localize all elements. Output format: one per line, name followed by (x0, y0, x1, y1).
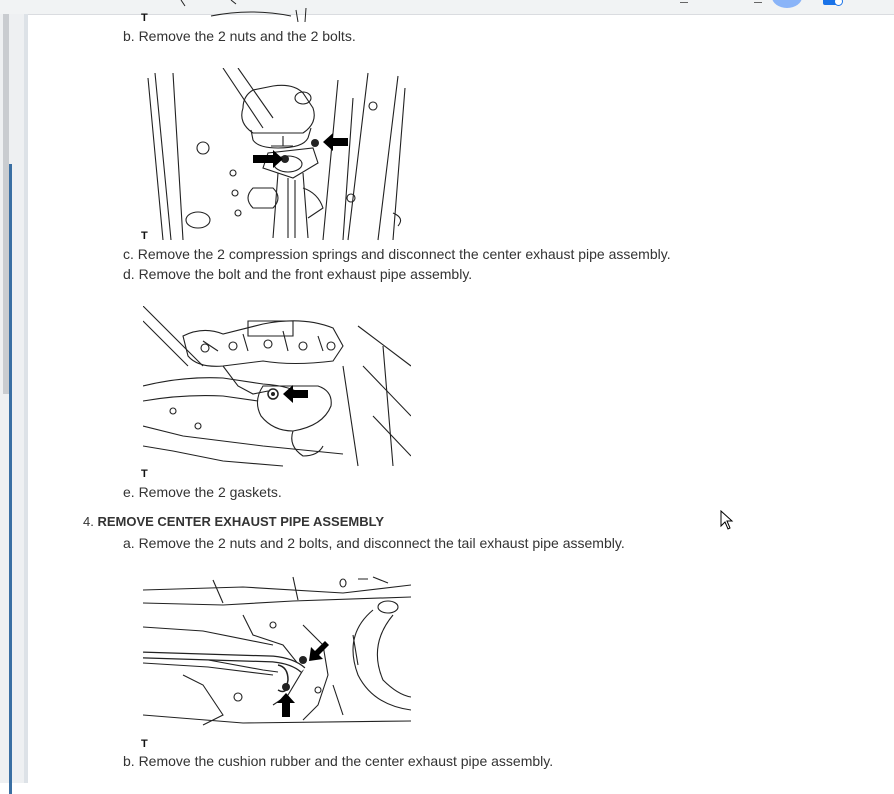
arrow-indicator-icon (309, 641, 329, 661)
left-panel-strip (9, 164, 12, 794)
figure-mark: T (141, 230, 148, 242)
figure-previous-partial (141, 0, 391, 22)
figure-mark: T (141, 468, 148, 480)
step-4-number: 4. (83, 514, 94, 529)
arrow-indicator-icon (277, 693, 295, 717)
step-4-heading (83, 513, 384, 531)
step-3c-text: c. Remove the 2 compression springs and disconnect the center exhaust pipe assembly. (123, 246, 671, 262)
procedure-content (28, 0, 894, 783)
step-4b-text: b. Remove the cushion rubber and the center exhaust pipe assembly. (123, 753, 554, 769)
arrow-indicator-icon (323, 133, 348, 151)
figure-center-exhaust-pipe (143, 575, 411, 735)
left-gutter (0, 14, 24, 783)
step-3d-text: d. Remove the bolt and the front exhaust pipe assembly. (123, 266, 473, 282)
mouse-pointer-icon (720, 510, 734, 535)
figure-mark: T (141, 738, 148, 750)
step-3e-text: e. Remove the 2 gaskets. (123, 484, 282, 500)
figure-mark: T (141, 12, 148, 24)
figure-nuts-bolts (143, 68, 411, 242)
step-4a-text: a. Remove the 2 nuts and 2 bolts, and disconnect the tail exhaust pipe assembly. (123, 535, 625, 551)
step-4-title: REMOVE CENTER EXHAUST PIPE ASSEMBLY (97, 514, 385, 529)
figure-front-exhaust-pipe (143, 306, 411, 476)
step-3b-text: b. Remove the 2 nuts and the 2 bolts. (123, 28, 356, 44)
